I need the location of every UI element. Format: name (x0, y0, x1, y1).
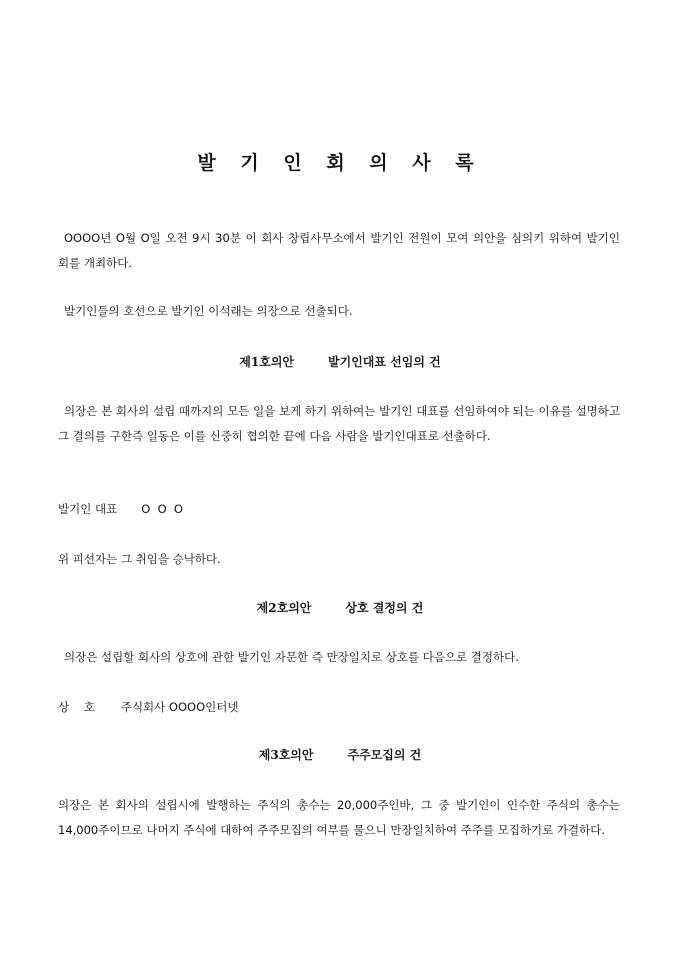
company-name-value: 주식회사 OOOO인터넷 (120, 700, 239, 714)
agenda-3-subject: 주주모집의 건 (347, 748, 422, 762)
agenda-1-body: 의장은 본 회사의 설립 때까지의 모든 일을 보게 하기 위하여는 발기인 대표를 선임하여야 되는 이유를 설명하고 그 결의를 구한즉 일동은 이를 신중히 협의한 끝에 다음 사람을 발기인대표로 선출하다. (58, 404, 620, 443)
agenda-2-number: 제2호의안 (256, 601, 312, 615)
company-name-label: 상 호 (58, 700, 95, 714)
intro-paragraph: OOOO년 O월 O일 오전 9시 30분 이 회사 창립사무소에서 발기인 전원이 모여 의안을 심의키 위하여 발기인 회를 개최하다. (58, 231, 620, 270)
agenda-1-heading (0, 353, 680, 370)
agenda-2-body: 의장은 설립할 회사의 상호에 관한 발기인 자문한 즉 만장일치로 상호를 다음으로 결정하다. (64, 650, 519, 664)
agenda-3-heading (0, 746, 680, 763)
acceptance-line: 위 피선자는 그 취임을 승낙하다. (58, 552, 221, 566)
representative-label: 발기인 대표 (58, 502, 118, 516)
company-name-line (58, 697, 238, 717)
agenda-2-subject: 상호 결정의 건 (345, 601, 424, 615)
agenda-3-body: 의장은 본 회사의 설립시에 발행하는 주식의 총수는 20,000주인바, 그 중 발기인이 인수한 주식의 총수는 14,000주이므로 나머지 주식에 대하여 주주모집의 여부를 물으니 만장일치하여 주주를 모집하기로 가결하다. (58, 798, 620, 837)
document-title: 발 기 인 회 의 사 록 (197, 152, 483, 174)
representative-line (58, 499, 183, 519)
agenda-3-number: 제3호의안 (258, 748, 314, 762)
chair-election-paragraph: 발기인들의 호선으로 발기인 이석래는 의장으로 선출되다. (64, 304, 353, 318)
representative-value: O O O (141, 502, 183, 516)
agenda-1-subject: 발기인대표 선임의 건 (328, 355, 441, 369)
agenda-2-heading (0, 599, 680, 616)
agenda-1-number: 제1호의안 (239, 355, 295, 369)
